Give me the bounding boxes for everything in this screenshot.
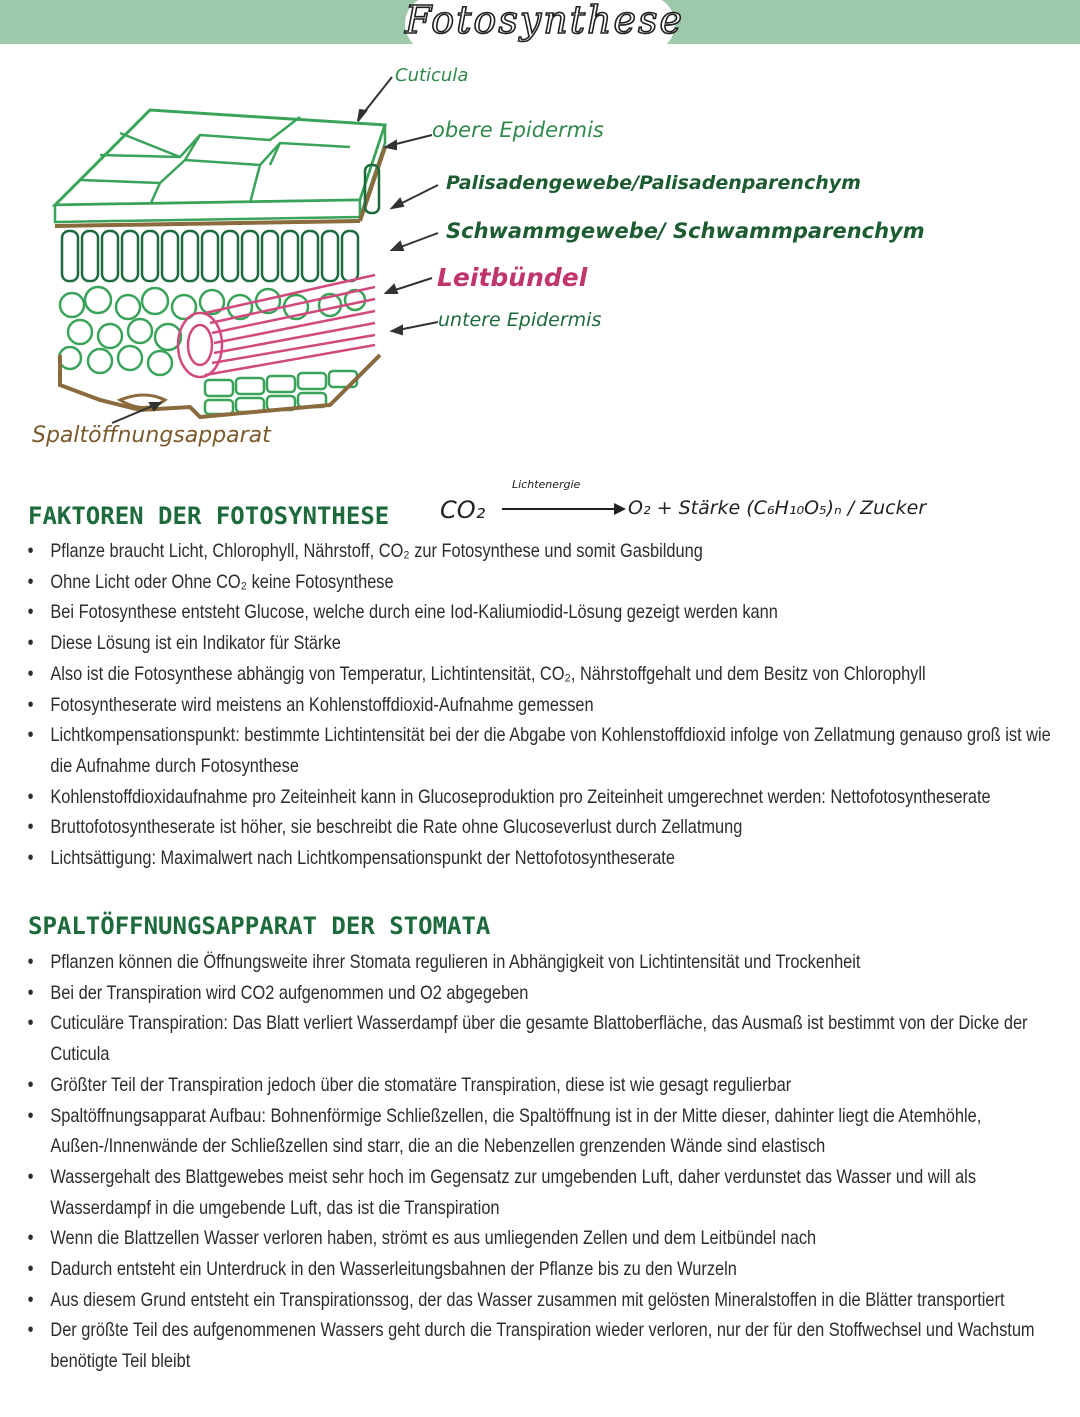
list-item: • Dadurch entsteht ein Unterdruck in den Wasserleitungsbahnen der Pflanze bis zu den Wurzeln <box>26 1254 1067 1285</box>
leaf-diagram <box>0 55 1080 475</box>
label-leitbuendel: Leitbündel <box>437 263 588 292</box>
label-untere-epidermis: untere Epidermis <box>438 309 602 331</box>
upper-epidermis-front <box>55 200 360 222</box>
upper-epidermis-top-face <box>55 110 385 205</box>
list-item: • Der größte Teil des aufgenommenen Wassers geht durch die Transpiration wieder verloren, nur der für den Stoffwechsel und Wachstum benötigte Teil bleibt <box>26 1315 1067 1376</box>
list-item: • Ohne Licht oder Ohne CO₂ keine Fotosynthese <box>26 567 1067 598</box>
label-palisadengewebe: Palisadengewebe/Palisadenparenchym <box>446 172 861 194</box>
label-spaltoeffnungsapparat: Spaltöffnungsapparat <box>32 423 271 448</box>
page-title: Fotosynthese <box>405 0 684 42</box>
list-item: • Lichtkompensationspunkt: bestimmte Lichtintensität bei der die Abgabe von Kohlenstoffdioxid infolge von Zellatmung genauso groß ist wie die Aufnahme durch Fotosynthese <box>26 720 1067 781</box>
list-item: • Bei der Transpiration wird CO2 aufgenommen und O2 abgegeben <box>26 978 1067 1009</box>
formula-lichtenergie: Lichtenergie <box>512 478 581 491</box>
list-item: • Spaltöffnungsapparat Aufbau: Bohnenförmige Schließzellen, die Spaltöffnung ist in der Mitte dieser, dahinter liegt die Atemhöhle, Außen-/Innenwände der Schließzellen sind starr, die an die Nebenzellen grenzenden Wände sind elastisch <box>26 1101 1067 1162</box>
list-item: • Fotosyntheserate wird meistens an Kohlenstoffdioxid-Aufnahme gemessen <box>26 690 1067 721</box>
list-item: • Bei Fotosynthese entsteht Glucose, welche durch eine Iod-Kaliumiodid-Lösung gezeigt werden kann <box>26 597 1067 628</box>
title-banner <box>0 0 1080 44</box>
list-item: • Lichtsättigung: Maximalwert nach Lichtkompensationspunkt der Nettofotosyntheserate <box>26 843 1067 874</box>
list-item: • Wenn die Blattzellen Wasser verloren haben, strömt es aus umliegenden Zellen und dem Leitbündel nach <box>26 1223 1067 1254</box>
list-item: • Also ist die Fotosynthese abhängig von Temperatur, Lichtintensität, CO₂, Nährstoffgehalt und dem Besitz von Chlorophyll <box>26 659 1067 690</box>
banner-bar-right <box>650 0 1080 44</box>
formula-co2: CO₂ <box>440 496 486 524</box>
list-item: • Diese Lösung ist ein Indikator für Stärke <box>26 628 1067 659</box>
list-item: • Aus diesem Grund entsteht ein Transpirationssog, der das Wasser zusammen mit gelösten Mineralstoffen in die Blätter transportiert <box>26 1285 1067 1316</box>
list-item: • Größter Teil der Transpiration jedoch über die stomatäre Transpiration, diese ist wie gesagt regulierbar <box>26 1070 1067 1101</box>
list-item: • Wassergehalt des Blattgewebes meist sehr hoch im Gegensatz zur umgebenden Luft, daher verdunstet das Wasser und will als Wasserdampf in die umgebende Luft, das ist die Transpiration <box>26 1162 1067 1223</box>
banner-bar-left <box>0 0 430 44</box>
section1-heading: FAKTOREN DER FOTOSYNTHESE <box>28 502 390 530</box>
list-item: • Kohlenstoffdioxidaufnahme pro Zeiteinheit kann in Glucoseproduktion pro Zeiteinheit umgerechnet werden: Nettofotosyntheserate <box>26 782 1067 813</box>
section2-bullet-list <box>26 947 1035 1377</box>
list-item: • Pflanze braucht Licht, Chlorophyll, Nährstoff, CO₂ zur Fotosynthese und somit Gasbildung <box>26 536 1067 567</box>
list-item: • Cuticuläre Transpiration: Das Blatt verliert Wasserdampf über die gesamte Blattoberfläche, das Ausmaß ist bestimmt von der Dicke der Cuticula <box>26 1008 1067 1069</box>
section1-bullet-list <box>26 536 1051 874</box>
label-obere-epidermis: obere Epidermis <box>432 118 604 142</box>
label-schwammgewebe: Schwammgewebe/ Schwammparenchym <box>446 219 925 243</box>
formula-products: O₂ + Stärke (C₆H₁₀O₅)ₙ / Zucker <box>628 497 927 519</box>
formula-arrow <box>500 499 630 519</box>
list-item: • Bruttofotosyntheserate ist höher, sie beschreibt die Rate ohne Glucoseverlust durch Zellatmung <box>26 812 1067 843</box>
list-item: • Pflanzen können die Öffnungsweite ihrer Stomata regulieren in Abhängigkeit von Lichtintensität und Trockenheit <box>26 947 1067 978</box>
section2-heading: SPALTÖFFNUNGSAPPARAT DER STOMATA <box>28 912 491 940</box>
label-cuticula: Cuticula <box>395 65 469 86</box>
